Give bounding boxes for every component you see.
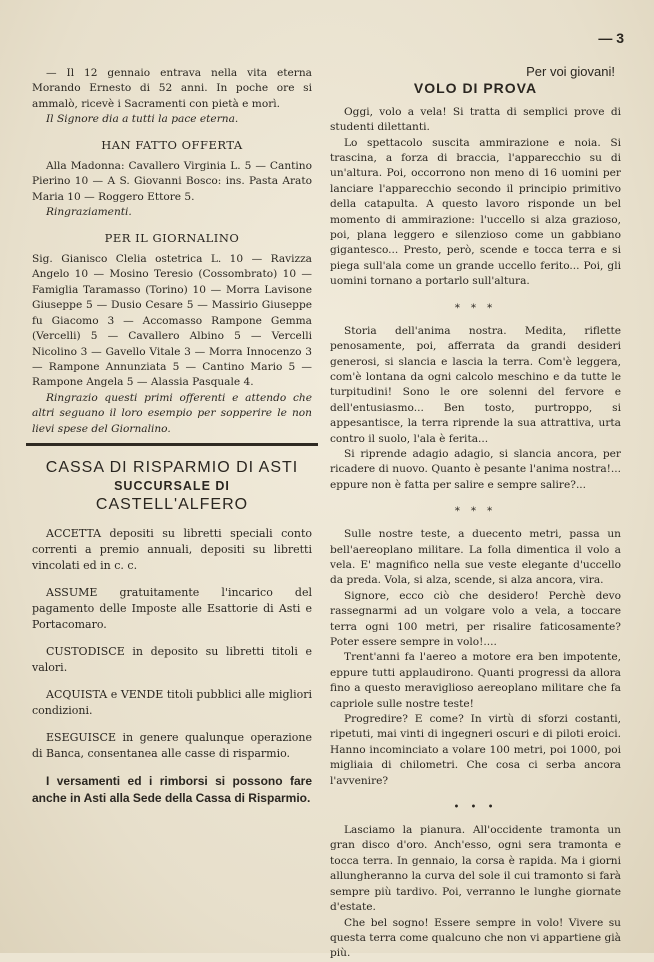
bank-custodisce: CUSTODISCE in deposito su libretti titoli e valori. xyxy=(32,644,312,674)
article-p7: Trent'anni fa l'aereo a motore era ben impotente, eppure tutti applaudirono. Quanti progressi da allora fino a questo meraviglioso aereoplano militare che fa capriole sulle nostre teste! xyxy=(330,651,621,710)
bank-assume: ASSUME gratuitamente l'incarico del pagamento delle Imposte alle Esattorie di Asti e Portacomaro. xyxy=(32,585,312,631)
article-p6: Signore, ecco ciò che desidero! Perchè devo rassegnarmi ad un volgare volo a vela, a toccare terra ogni 100 metri, per risalire faticosamente? Poter essere sempre in volo!.... xyxy=(330,589,621,648)
page-number: — 3 xyxy=(598,30,624,46)
article-p5: Sulle nostre teste, a duecento metri, passa un bell'aereoplano militare. La folla dimentica il volo a vela. E' magnifico nella sue veste elegante d'uccello da preda. Vola, si alza, scende, si alza ancora, vira. xyxy=(330,528,621,587)
bank-esegue: ESEGUISCE in genere qualunque operazione di Banca, consentanea alle casse di risparmio. xyxy=(32,730,312,760)
section-dots: • • • xyxy=(453,802,498,814)
left-column xyxy=(32,66,312,818)
bank-versamenti: I versamenti ed i rimborsi si possono fare anche in Asti alla Sede della Cassa di Risparmio. xyxy=(32,773,312,805)
article-title: VOLO DI PROVA xyxy=(413,80,538,97)
section-stars: * * * xyxy=(454,302,497,314)
article-p4: Si riprende adagio adagio, si slancia ancora, per ricadere di nuovo. Quanto è pesante l'anima nostra!... eppure non è fatta per salire e sempre salire?... xyxy=(330,447,621,491)
right-column xyxy=(330,64,621,962)
article-p10: Che bel sogno! Essere sempre in volo! Vivere su questa terra come qualcuno che non vi appartiene già più. xyxy=(330,916,621,960)
bank-name: CASSA DI RISPARMIO DI ASTI xyxy=(45,458,299,476)
giornalino-heading: PER IL GIORNALINO xyxy=(104,230,240,245)
obituary-prayer: Il Signore dia a tutti la pace eterna. xyxy=(46,113,239,126)
bank-accetta: ACCETTA depositi su libretti speciali conto correnti a premio annuali, depositi su libretti vincolati ed in c. c. xyxy=(32,526,312,572)
giornalino-note: Ringrazio questi primi offerenti e attendo che altri seguano il loro esempio per sopperire le non lievi spese del Giornalino. xyxy=(32,391,312,435)
article-p2: Lo spettacolo suscita ammirazione e noia. Si trascina, a forza di braccia, l'apparecchio su di un'altura. Poi, occorrono non meno di 16 uomini per lanciare l'apparecchio secondo il principio primitivo della catapulta. A questo lavoro risponde un bel momento di ammirazione: l'uccello si alza grazioso, poi, plana leggero e silenzioso come un gabbiano gigantesco... Presto, però, scende e tocca terra e si piega sull'ala come un grande uccello ferito... Poi, gli uomini tornano a portarlo sull'altura. xyxy=(330,136,621,288)
section-stars: * * * xyxy=(454,506,497,518)
article-p3: Storia dell'anima nostra. Medita, riflette penosamente, poi, afferrata da grandi desideri generosi, si slancia e lascia la terra. Com'è leggera, com'è lontana da ogni calcolo meschino e da tutte le turpitudini! Sono le ore solenni del fervore e dell'entusiasmo... Ben tosto, purtroppo, si appesantisce, la terra riprende la sua attrattiva, urta contro il suolo, l'ala è ferita... xyxy=(330,324,621,445)
bank-branch-town: CASTELL'ALFERO xyxy=(95,495,249,513)
section-divider xyxy=(26,443,318,446)
article-p8: Progredire? E come? In virtù di sforzi costanti, ripetuti, mai vinti di ingegneri oscuri e di piloti eroici. Hanno incominciato a volare 100 metri, poi 1000, poi migliaia di chilometri. Che cosa ci serba ancora l'avvenire? xyxy=(330,713,621,787)
offerings-heading: HAN FATTO OFFERTA xyxy=(101,137,243,152)
obituary-text: — Il 12 gennaio entrava nella vita eterna Morando Ernesto di 52 anni. In poche ore si ammalò, ricevè i Sacramenti con pietà e morì. xyxy=(32,67,312,110)
article-p9: Lasciamo la pianura. All'occidente tramonta un gran disco d'oro. Anch'esso, ogni sera tramonta e tocca terra. In gennaio, la corsa è rapida. Ma i giorni allungheranno la curva del sole il cui tramonto si farà sempre più tardivo. Poi, verranno le lunghe giornate d'estate. xyxy=(330,824,621,914)
giornalino-text: Sig. Gianisco Clelia ostetrica L. 10 — Ravizza Angelo 10 — Mosino Teresio (Cossombrato) 10 — Famiglia Taramasso (Torino) 10 — Morra Lavisone Giuseppe 5 — Dusio Cesare 5 — Massirio Giuseppe fu Giacomo 3 — Accomasso Rampone Gemma (Vercelli) 5 — Cavallero Albino 5 — Vercelli Nicolino 3 — Gavello Vitale 3 — Morra Innocenzo 3 — Rampone Annunziata 5 — Cantino Mario 5 — Rampone Angela 5 — Alassia Pasquale 4. xyxy=(32,253,312,389)
offerings-thanks: Ringraziamenti. xyxy=(46,206,132,219)
article-p1: Oggi, volo a vela! Si tratta di semplici prove di studenti dilettanti. xyxy=(330,105,621,134)
bank-acquista: ACQUISTA e VENDE titoli pubblici alle migliori condizioni. xyxy=(32,687,312,717)
offerings-text: Alla Madonna: Cavallero Virginia L. 5 — Cantino Pierino 10 — A S. Giovanni Bosco: ins. Pasta Arato Maria 10 — Roggero Ettore 5. xyxy=(32,160,312,203)
bank-branch-label: SUCCURSALE DI xyxy=(114,478,230,493)
article-kicker: Per voi giovani! xyxy=(526,64,615,79)
bank-advertisement xyxy=(32,458,312,807)
